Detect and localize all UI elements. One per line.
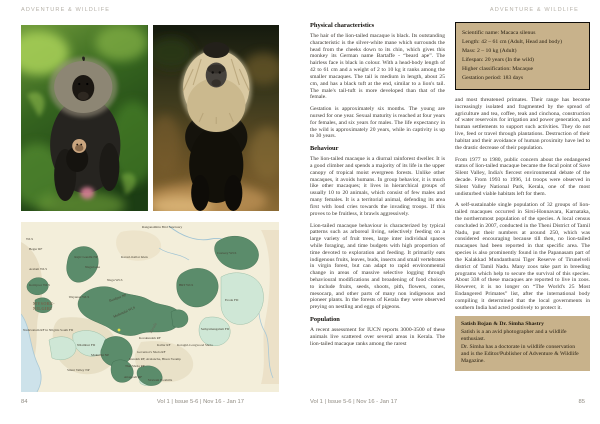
photo-macaque-portrait bbox=[153, 25, 280, 211]
paragraph: The hair of the lion-tailed macaque is black. Its outstanding characteristic is the silver-white mane which surrounds the head from the cheeks down to its chin, which gives this monkey its German name Bartaffe - “beard ape”. The hairless face is black in colour. With a head-body length of 42 to 61 cm and a weight of 2 to 10 kg it ranks among the smaller macaques. The tail is medium in length, about 25 cm, and has a black tuft at the end, similar to a lion's tail. The male's tail-tuft is more developed than that of the female. bbox=[310, 33, 445, 101]
map-label: Thai Shola RF bbox=[125, 364, 145, 368]
issue-info-right-page: Vol 1 | Issue 5-6 | Nov 16 - Jan 17 bbox=[310, 399, 398, 405]
infobox-classification: Higher classification: Macaque bbox=[462, 66, 534, 72]
paragraph: A self-sustainable single population of 32 groups of lion-tailed macaques occurred in Sirsi-Honnavara, Karnataka, the northernmost population of the species. A local census concluded in 2007, conducted in the Theni District of Tamil Nadu, put their numbers at around 250, which was considered encouraging because till then, no lion-tailed macaques had been reported in that specific area. The species is also prominently found in the Papanasam part of the Kalakkad Mundanthurai Tiger Reserve of Tirunelveli district of Tamil Nadu. Many zoos take part in breeding programs which help to secure the survival of this species. About 338 of these macaques are reported to live in zoos. However, it is no longer on “The World's 25 Most Endangered Primates” list, after the international body compiling it determined that the local governments in southern India had acted positively to protect it. bbox=[455, 202, 590, 311]
species-info-box bbox=[455, 22, 590, 90]
map-label: Sathyamangalam FD bbox=[200, 327, 230, 331]
macaque-with-infant-illustration bbox=[21, 25, 148, 211]
map-label: Rajiv Gandhi NP bbox=[74, 255, 98, 259]
map-label: Mudumalai WLS bbox=[112, 305, 136, 319]
map-label: Nilambur FD bbox=[77, 343, 96, 347]
map-label: Cauvery WLS bbox=[217, 251, 237, 255]
author-bio-satish: Satish is a an avid photographer and a wildlife enthusiast. bbox=[461, 328, 567, 343]
infobox-gestation: Gestation period: 183 days bbox=[462, 75, 524, 81]
map-label: Kallar RF bbox=[157, 343, 171, 347]
page-number-85: 85 bbox=[578, 399, 585, 405]
map-label: Kerala bbox=[148, 321, 158, 334]
map-label: Kottiyoor WLS bbox=[29, 283, 51, 287]
map-label: Governor's Shola RF bbox=[137, 350, 166, 354]
author-bio-simha: Dr. Simha has a doctorate in wildlife conservation and is the Editor/Publisher of Adventure & Wildlife Magazine. bbox=[461, 343, 579, 365]
map-label: Attappadi RF bbox=[123, 375, 143, 379]
macaque-portrait-illustration bbox=[153, 25, 280, 211]
map-label: BRT WLS bbox=[179, 283, 194, 287]
heading-behaviour: Behaviour bbox=[310, 145, 339, 153]
map-label: Nugu WLS bbox=[107, 278, 123, 282]
issue-info-left-page: Vol 1 | Issue 5-6 | Nov 16 - Jan 17 bbox=[156, 399, 244, 405]
map-label: Begur RF bbox=[29, 247, 43, 251]
distribution-map bbox=[21, 222, 279, 392]
map-label: Siruvani Foothills bbox=[147, 378, 173, 382]
column-1 bbox=[310, 22, 445, 371]
map-label: Wayanad WLS bbox=[68, 295, 90, 299]
author-names: Satish Bojan & Dr. Simha Shastry bbox=[461, 321, 544, 328]
map-label: Nugu Lake bbox=[85, 265, 101, 269]
map-label: Korakundah RF bbox=[139, 336, 161, 340]
paragraph: Gestation is approximately six months. The young are nursed for one year. Sexual maturity is reached at four years for females, and six years for males. The life expectancy in the wild is approximately 20 years, while in captivity is up to 30 years. bbox=[310, 106, 445, 140]
map-label: Ranganathittu Bird Sanctuary bbox=[141, 225, 183, 229]
map-label: Silent Valley NP bbox=[67, 368, 90, 372]
paragraph: A recent assessment for IUCN reports 3000-3500 of these animals live scattered over several areas in Kerala. The lion-tailed macaque ranks among the rarest bbox=[310, 327, 445, 347]
infobox-length: Length: 42 – 61 cm (Adult, Head and body) bbox=[462, 39, 562, 45]
heading-physical-characteristics: Physical characteristics bbox=[310, 22, 375, 29]
photo-macaque-with-infant bbox=[21, 25, 148, 211]
paragraph: From 1977 to 1980, public concern about the endangered status of lion-tailed macaque became the focal point of Save Silent Valley, India's fiercest environmental debate of the decade. From 1993 to 1996, 14 troops were observed in Silent Valley National Park, Kerala, one of the most undisturbed viable habitats left for them. bbox=[455, 156, 590, 197]
running-header-right: ADVENTURE & WILDLIFE bbox=[489, 7, 579, 13]
map-label: Naduvattam RF in Nilgiris South FD bbox=[23, 328, 74, 332]
page-85 bbox=[300, 0, 600, 424]
map-label: Bandipur NP bbox=[108, 292, 127, 303]
map-label: WLS bbox=[26, 237, 34, 241]
map-label: Erode FD bbox=[225, 298, 239, 302]
paragraph: The lion-tailed macaque is a diurnal rainforest dweller. It is a good climber and spends a majority of its life in the upper canopy of tropical moist evergreen forests. Unlike other macaques, it avoids humans. In group behavior, it is much like other macaques; it lives in hierarchical groups of usually 10 to 20 animals, which consist of few males and many females. It is a territorial animal, defending its area first with loud cries towards the invading troops. If this proves to be fruitless, it brawls aggressively. bbox=[310, 156, 445, 217]
map-label: MYSORE-NILGIRI bbox=[33, 301, 55, 311]
author-box bbox=[455, 316, 590, 370]
article-columns bbox=[310, 22, 590, 371]
infobox-lifespan: Lifespan: 20 years (In the wild) bbox=[462, 57, 534, 63]
column-2 bbox=[455, 22, 590, 371]
paragraph: and most threatened primates. Their range has become increasingly isolated and fragmented by the spread of agriculture and tea, coffee, teak and cinchona, construction of water reservoirs for irrigation and power generation, and human settlements to support such activities. They do not live, feed or travel through plantations. Destruction of their habitat and their avoidance of human proximity have led to the drastic decrease of their population. bbox=[455, 97, 590, 151]
map-label: Mukurthi NP bbox=[91, 353, 109, 357]
map-label: Kundah RF, Avalanche, Bison Swamp bbox=[129, 357, 181, 361]
heading-population: Population bbox=[310, 316, 340, 324]
paragraph: Lion-tailed macaque behaviour is characterized by typical patterns such as arboreal living, selectively feeding on a large variety of fruit trees, large inter individual spaces while foraging, and time budgets with high proportion of time devoted to exploration and feeding. It primarily eats indigenous fruits, leaves, buds, insects and small vertebrates in virgin forest, but can adapt to rapid environmental change in areas of massive selective logging through behavioural modifications and broadening of food choices to include fruits, seeds, shoots, pith, flowers, cones, mesocarp, and other parts of many non indigenous and pioneer plants. In the forests of Kerala they were observed preying on nestling and eggs of pigeons. bbox=[310, 222, 445, 311]
map-label: Aralam WLS bbox=[29, 267, 48, 271]
map-label: Kaveri-Kallar Islets bbox=[121, 255, 148, 259]
infobox-mass: Mass: 2 – 10 kg (Adult) bbox=[462, 48, 517, 54]
infobox-scientific-name: Scientific name: Macaca silenus bbox=[462, 30, 536, 36]
page-number-84: 84 bbox=[21, 399, 28, 405]
photo-row bbox=[21, 25, 279, 211]
running-header-left: ADVENTURE & WILDLIFE bbox=[21, 7, 111, 13]
map-label: Kotagiri-Longwood Shola bbox=[177, 343, 213, 347]
